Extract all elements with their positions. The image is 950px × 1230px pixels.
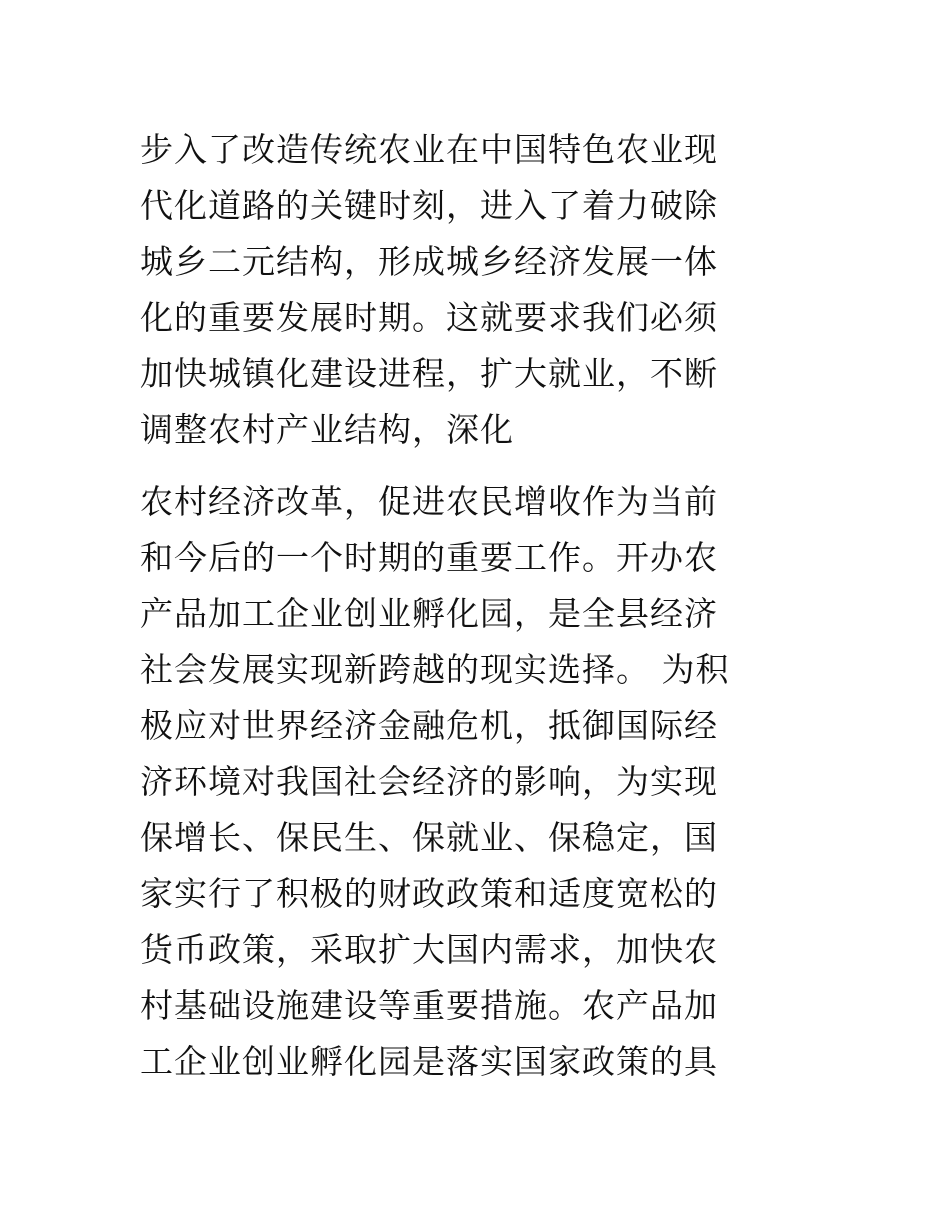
text-line: 和今后的一个时期的重要工作。开办农 xyxy=(140,538,718,577)
text-line: 步入了改造传统农业在中国特色农业现 xyxy=(140,130,718,169)
text-line: 化的重要发展时期。这就要求我们必须 xyxy=(140,298,718,337)
text-line: 城乡二元结构，形成城乡经济发展一体 xyxy=(140,242,718,281)
text-line: 村基础设施建设等重要措施。农产品加 xyxy=(140,986,718,1025)
text-line: 济环境对我国社会经济的影响，为实现 xyxy=(140,762,718,801)
text-line: 工企业创业孵化园是落实国家政策的具 xyxy=(140,1042,718,1081)
text-line: 调整农村产业结构，深化 xyxy=(140,410,514,449)
paragraph-2 xyxy=(140,474,730,1090)
text-line: 代化道路的关键时刻，进入了着力破除 xyxy=(140,186,718,225)
text-line: 社会发展实现新跨越的现实选择。 为积 xyxy=(140,650,730,689)
text-line: 农村经济改革，促进农民增收作为当前 xyxy=(140,482,718,521)
text-line: 产品加工企业创业孵化园，是全县经济 xyxy=(140,594,718,633)
text-line: 家实行了积极的财政政策和适度宽松的 xyxy=(140,874,718,913)
text-line: 货币政策，采取扩大国内需求，加快农 xyxy=(140,930,718,969)
text-line: 极应对世界经济金融危机，抵御国际经 xyxy=(140,706,718,745)
paragraph-1 xyxy=(140,122,718,458)
text-line: 保增长、保民生、保就业、保稳定，国 xyxy=(140,818,718,857)
text-line: 加快城镇化建设进程，扩大就业，不断 xyxy=(140,354,718,393)
